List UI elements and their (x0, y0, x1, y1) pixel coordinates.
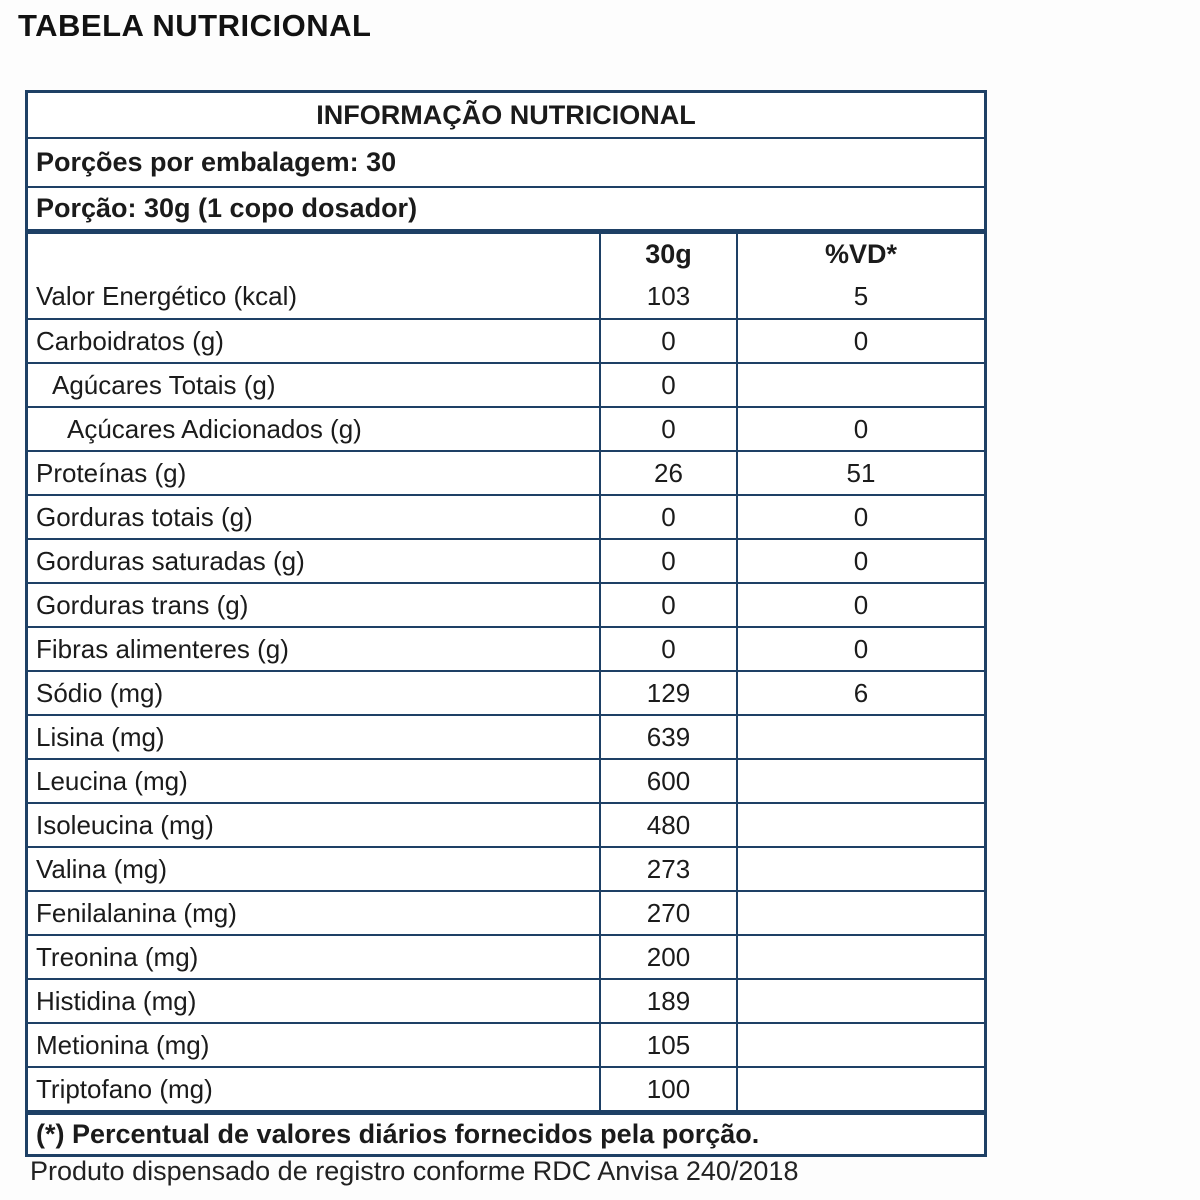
table-header-row (28, 93, 984, 137)
row-label-cell: Agúcares Totais (g) (52, 369, 276, 400)
row-vd-cell (736, 892, 984, 934)
row-label-cell: Gorduras saturadas (g) (36, 545, 305, 576)
row-label-cell: Leucina (mg) (36, 765, 188, 796)
row-label-cell: Sódio (mg) (36, 677, 164, 708)
row-amount-cell: 480 (599, 804, 736, 846)
row-amount-cell: 0 (599, 496, 736, 538)
row-amount-cell: 129 (599, 672, 736, 714)
table-row (28, 582, 984, 626)
table-footnote: (*) Percentual de valores diários fornecidos pela porção. (36, 1119, 760, 1149)
row-vd-cell: 0 (736, 628, 984, 670)
row-amount-cell: 189 (599, 980, 736, 1022)
table-row (28, 362, 984, 406)
row-vd-cell: 0 (736, 320, 984, 362)
row-label-cell: Treonina (mg) (36, 941, 199, 972)
row-vd-cell (736, 936, 984, 978)
row-amount-cell: 270 (599, 892, 736, 934)
row-label-cell: Triptofano (mg) (36, 1073, 213, 1104)
servings-per-package-label: Porções por embalagem: 30 (36, 147, 397, 177)
row-amount-cell: 103 (599, 274, 736, 318)
row-vd-cell (736, 980, 984, 1022)
row-amount-cell: 0 (599, 584, 736, 626)
row-label-cell: Metionina (mg) (36, 1029, 210, 1060)
serving-size-label: Porção: 30g (1 copo dosador) (36, 193, 418, 223)
row-label-cell: Gorduras trans (g) (36, 589, 249, 620)
row-amount-cell: 600 (599, 760, 736, 802)
row-vd-cell (736, 716, 984, 758)
row-vd-cell: 6 (736, 672, 984, 714)
row-label-cell: Fibras alimenteres (g) (36, 633, 289, 664)
row-label-cell: Proteínas (g) (36, 457, 187, 488)
row-vd-cell: 0 (736, 584, 984, 626)
row-amount-cell: 26 (599, 452, 736, 494)
row-amount-cell: 105 (599, 1024, 736, 1066)
row-vd-cell: 0 (736, 540, 984, 582)
table-row (28, 318, 984, 362)
table-row (28, 538, 984, 582)
row-vd-cell (736, 848, 984, 890)
table-row (28, 626, 984, 670)
nutrition-table (25, 90, 987, 1157)
row-vd-cell (736, 1024, 984, 1066)
row-label-cell: Gorduras totais (g) (36, 501, 253, 532)
row-amount-cell: 200 (599, 936, 736, 978)
row-label-cell: Histidina (mg) (36, 985, 197, 1016)
row-amount-cell: 0 (599, 408, 736, 450)
row-label-cell: Valor Energético (kcal) (36, 280, 298, 311)
row-vd-cell (736, 760, 984, 802)
page-title: TABELA NUTRICIONAL (18, 8, 372, 43)
table-body (28, 274, 984, 1110)
row-label-cell: Açúcares Adicionados (g) (67, 413, 362, 444)
row-vd-cell (736, 804, 984, 846)
row-amount-cell: 639 (599, 716, 736, 758)
table-row (28, 714, 984, 758)
table-footnote-row (28, 1110, 984, 1154)
row-vd-cell: 51 (736, 452, 984, 494)
regulatory-note: Produto dispensado de registro conforme RDC Anvisa 240/2018 (30, 1156, 799, 1186)
table-title: INFORMAÇÃO NUTRICIONAL (316, 99, 696, 130)
column-header-row (28, 229, 984, 274)
row-label-cell: Valina (mg) (36, 853, 168, 884)
row-vd-cell: 0 (736, 496, 984, 538)
row-amount-cell: 273 (599, 848, 736, 890)
table-row (28, 406, 984, 450)
table-row (28, 934, 984, 978)
table-row (28, 670, 984, 714)
table-row (28, 978, 984, 1022)
row-label-cell: Fenilalanina (mg) (36, 897, 237, 928)
table-row (28, 1022, 984, 1066)
row-amount-cell: 100 (599, 1068, 736, 1110)
row-amount-cell: 0 (599, 628, 736, 670)
servings-per-package-row (28, 137, 984, 186)
row-vd-cell (736, 1068, 984, 1110)
column-header-amount: 30g (599, 234, 736, 274)
row-label-cell: Isoleucina (mg) (36, 809, 214, 840)
column-header-empty (28, 234, 599, 274)
table-row (28, 890, 984, 934)
row-amount-cell: 0 (599, 320, 736, 362)
table-row (28, 758, 984, 802)
table-row (28, 802, 984, 846)
table-row (28, 494, 984, 538)
row-amount-cell: 0 (599, 364, 736, 406)
table-row (28, 274, 984, 318)
row-amount-cell: 0 (599, 540, 736, 582)
serving-size-row (28, 186, 984, 229)
row-vd-cell: 0 (736, 408, 984, 450)
row-vd-cell (736, 364, 984, 406)
column-header-vd: %VD* (736, 234, 984, 274)
table-row (28, 1066, 984, 1110)
table-row (28, 450, 984, 494)
row-vd-cell: 5 (736, 274, 984, 318)
row-label-cell: Carboidratos (g) (36, 325, 224, 356)
row-label-cell: Lisina (mg) (36, 721, 165, 752)
table-row (28, 846, 984, 890)
